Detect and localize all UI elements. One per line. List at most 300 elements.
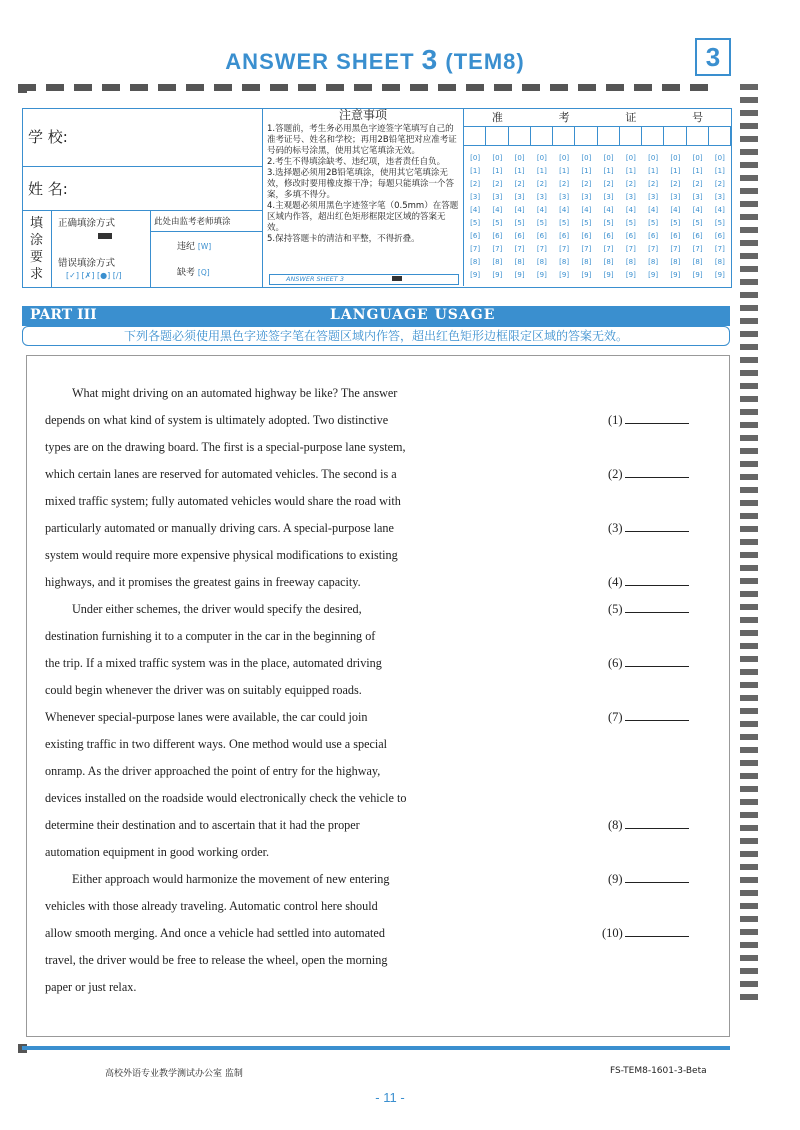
timing-mark [740,929,758,935]
exam-id-bubble[interactable]: [5] [470,219,481,227]
passage-line: Under either schemes, the driver would specify the desired, [72,602,362,616]
passage-line: travel, the driver would be free to release the wheel, open the morning [45,953,388,967]
exam-id-bubble[interactable]: [1] [670,167,681,175]
footer-rule [22,1046,730,1050]
proctor-label: 此处由监考老师填涂 [151,211,263,232]
fill-requirements [22,210,263,287]
timing-mark [740,253,758,259]
timing-mark [740,240,758,246]
exam-id-bubble[interactable]: [3] [514,193,525,201]
timing-mark [740,630,758,636]
timing-mark [740,981,758,987]
exam-id-bubble[interactable]: [8] [559,258,570,266]
exam-id-heading-char: 准 [491,111,503,124]
timing-mark [740,851,758,857]
timing-mark [740,552,758,558]
exam-id-bubble[interactable]: [9] [603,271,614,279]
exam-id-bubble[interactable]: [0] [648,154,659,162]
exam-id-bubble[interactable]: [7] [514,245,525,253]
sheet-title-number: 3 [421,44,439,75]
exam-id-write-box[interactable] [553,126,575,146]
exam-id-bubble[interactable]: [9] [581,271,592,279]
exam-id-bubble[interactable]: [2] [714,180,725,188]
answer-number: (10) [602,926,623,940]
exam-id-bubble[interactable]: [4] [648,206,659,214]
footer-code: FS-TEM8-1601-3-Beta [610,1066,707,1076]
exam-id-bubble[interactable]: [6] [470,232,481,240]
exam-id-write-box[interactable] [687,126,709,146]
timing-mark [740,721,758,727]
exam-id-bubble[interactable]: [9] [559,271,570,279]
passage-line: allow smooth merging. And once a vehicle had settled into automated [45,926,385,940]
exam-id-bubble[interactable]: [5] [559,219,570,227]
correct-fill-sample [98,233,112,239]
answer-line[interactable] [625,828,689,829]
exam-id-bubble[interactable]: [2] [581,180,592,188]
exam-id-heading-char: 证 [625,111,637,124]
exam-id-write-box[interactable] [531,126,553,146]
timing-mark [740,747,758,753]
violation-option[interactable] [177,239,211,252]
timing-mark [740,162,758,168]
exam-id-bubble[interactable]: [8] [670,258,681,266]
exam-id-bubble[interactable]: [7] [581,245,592,253]
timing-mark [740,773,758,779]
timing-mark [740,188,758,194]
exam-id-bubble[interactable]: [6] [714,232,725,240]
answer-number: (3) [608,521,623,535]
answer-blank[interactable] [608,872,689,887]
answer-blank[interactable] [608,656,689,671]
exam-id-bubble[interactable]: [8] [581,258,592,266]
exam-id-bubble[interactable]: [2] [492,180,503,188]
timing-mark [740,305,758,311]
exam-id-bubble[interactable]: [1] [714,167,725,175]
exam-id-bubble[interactable]: [9] [470,271,481,279]
exam-id-bubble[interactable]: [1] [536,167,547,175]
exam-id-bubble[interactable]: [0] [670,154,681,162]
timing-mark [740,669,758,675]
timing-mark [740,539,758,545]
timing-mark [740,812,758,818]
exam-id-bubble[interactable]: [9] [692,271,703,279]
exam-id-bubble[interactable]: [2] [692,180,703,188]
answer-line[interactable] [625,585,689,586]
timing-mark [740,734,758,740]
timing-mark [740,591,758,597]
timing-mark [740,279,758,285]
exam-id-bubble[interactable]: [3] [536,193,547,201]
answer-number: (7) [608,710,623,724]
timing-mark [740,292,758,298]
exam-id-write-box[interactable] [486,126,508,146]
exam-id-bubble[interactable]: [5] [514,219,525,227]
timing-mark [740,110,758,116]
exam-id-bubble[interactable]: [6] [514,232,525,240]
exam-id-bubble[interactable]: [6] [625,232,636,240]
timing-mark [740,123,758,129]
exam-id-bubble[interactable]: [3] [470,193,481,201]
timing-mark [740,227,758,233]
passage-line: vehicles with those already traveling. Automatic control here should [45,899,378,913]
answer-number: (6) [608,656,623,670]
exam-id-bubble[interactable]: [8] [648,258,659,266]
exam-id-write-box[interactable] [509,126,531,146]
answer-line[interactable] [625,531,689,532]
exam-id-bubble[interactable]: [2] [514,180,525,188]
exam-id-bubble[interactable]: [4] [581,206,592,214]
exam-id-bubble[interactable]: [2] [559,180,570,188]
answer-number: (1) [608,413,623,427]
timing-mark [740,565,758,571]
absent-option[interactable] [177,265,210,278]
exam-id-bubble[interactable]: [7] [648,245,659,253]
timing-mark [740,383,758,389]
answer-blank[interactable] [608,575,689,590]
timing-mark [740,799,758,805]
timing-mark [740,942,758,948]
exam-id-bubble[interactable]: [4] [470,206,481,214]
exam-id-heading-char: 考 [558,111,570,124]
answer-blank[interactable] [608,818,689,833]
sheet-title-text: ANSWER SHEET [225,49,415,74]
exam-id-bubble[interactable]: [5] [648,219,659,227]
exam-id-bubble[interactable]: [0] [536,154,547,162]
answer-blank[interactable] [608,467,689,482]
exam-id-bubble[interactable]: [3] [670,193,681,201]
exam-id-write-box[interactable] [464,126,486,146]
exam-id-bubble[interactable]: [3] [603,193,614,201]
answer-blank[interactable] [608,602,689,617]
timing-mark [740,331,758,337]
timing-mark [740,617,758,623]
exam-id-bubble[interactable]: [1] [625,167,636,175]
passage-line: onramp. As the driver approached the point of entry for the highway, [45,764,381,778]
exam-id-bubble[interactable]: [3] [714,193,725,201]
timing-mark [740,461,758,467]
exam-id-bubble[interactable]: [4] [625,206,636,214]
school-field[interactable] [22,108,263,167]
timing-mark [740,643,758,649]
passage-line: types are on the drawing board. The first is a special-purpose lane system, [45,440,406,454]
sheet-tag [269,274,459,285]
sheet-number-box: 3 [695,38,731,76]
exam-id-bubble[interactable]: [8] [692,258,703,266]
exam-id-bubble[interactable]: [3] [581,193,592,201]
exam-id-bubble[interactable]: [1] [470,167,481,175]
exam-id-bubble[interactable]: [1] [603,167,614,175]
timing-mark [740,526,758,532]
exam-id-bubble[interactable]: [0] [470,154,481,162]
exam-id-heading [464,108,731,127]
note-item: 4.主观题必须用黑色字迹签字笔（0.5mm）在答题区域内作答，超出红色矩形框限定区域的答案无效。 [267,201,459,233]
sheet-tag-mark [392,276,402,281]
exam-id-bubble[interactable]: [0] [714,154,725,162]
exam-id-bubble[interactable]: [4] [670,206,681,214]
exam-id-bubble[interactable]: [4] [492,206,503,214]
exam-id-bubble[interactable]: [6] [581,232,592,240]
exam-id-bubble[interactable]: [5] [581,219,592,227]
timing-mark [740,422,758,428]
timing-mark [740,708,758,714]
exam-id-bubble[interactable]: [0] [625,154,636,162]
exam-id-bubble[interactable]: [7] [670,245,681,253]
name-field[interactable] [22,166,263,210]
exam-id-bubble[interactable]: [8] [714,258,725,266]
answer-number: (5) [608,602,623,616]
exam-id-bubble[interactable]: [2] [625,180,636,188]
timing-mark [740,890,758,896]
exam-id-bubble[interactable]: [9] [492,271,503,279]
exam-id-bubble[interactable]: [8] [603,258,614,266]
absent-bubble[interactable]: [Q] [197,268,210,277]
passage-line: What might driving on an automated highway be like? The answer [72,386,398,400]
passage-line: could begin whenever the driver was on suitably equipped roads. [45,683,362,697]
timing-mark [740,838,758,844]
timing-mark [740,578,758,584]
answer-line[interactable] [625,612,689,613]
note-item: 1.答题前，考生务必用黑色字迹签字笔填写自己的准考证号、姓名和学校；再用2B铅笔把对应准考证号码的标号涂黑，使用其它笔填涂无效。 [267,124,457,156]
exam-id-bubble[interactable]: [7] [603,245,614,253]
exam-id-bubble[interactable]: [2] [670,180,681,188]
absent-label: 缺考 [177,268,196,278]
answer-number: (4) [608,575,623,589]
violation-bubble[interactable]: [W] [197,242,212,251]
exam-id-write-box[interactable] [709,126,731,146]
exam-id-bubble[interactable]: [8] [625,258,636,266]
timing-mark [740,370,758,376]
name-label: 姓 名: [28,180,68,198]
timing-mark [740,500,758,506]
exam-id-bubble[interactable]: [5] [692,219,703,227]
exam-id-bubble[interactable]: [5] [492,219,503,227]
answer-line[interactable] [625,666,689,667]
timing-mark [740,344,758,350]
answer-line[interactable] [625,882,689,883]
exam-id-bubble[interactable]: [6] [536,232,547,240]
exam-id-bubble[interactable]: [8] [536,258,547,266]
timing-mark [740,448,758,454]
exam-id-bubble[interactable]: [2] [603,180,614,188]
exam-id-bubble[interactable]: [5] [625,219,636,227]
exam-id-bubble[interactable]: [9] [514,271,525,279]
exam-id-bubble[interactable]: [7] [536,245,547,253]
exam-id-bubble[interactable]: [6] [648,232,659,240]
passage-line: determine their destination and to ascertain that it had the proper [45,818,360,832]
timing-mark [740,695,758,701]
timing-mark [740,513,758,519]
exam-id-write-box[interactable] [598,126,620,146]
exam-id-bubble[interactable]: [7] [625,245,636,253]
wrong-fill-samples: [✓] [✗] [●] [∕] [66,271,122,280]
exam-id-bubble[interactable]: [0] [492,154,503,162]
answer-number: (2) [608,467,623,481]
timing-mark [740,201,758,207]
exam-id-write-box[interactable] [620,126,642,146]
timing-mark [740,864,758,870]
exam-id-bubble[interactable]: [8] [514,258,525,266]
timing-mark [740,396,758,402]
exam-id-heading-char: 号 [692,111,704,124]
exam-id-bubble[interactable]: [9] [625,271,636,279]
exam-id-bubble[interactable]: [8] [492,258,503,266]
timing-mark [740,318,758,324]
proctor-box [150,211,263,287]
timing-mark [740,214,758,220]
exam-id-bubble[interactable]: [0] [692,154,703,162]
violation-label: 违纪 [177,242,196,252]
timing-mark [740,955,758,961]
fill-title-char: 求 [29,267,43,282]
exam-id-bubble[interactable]: [1] [692,167,703,175]
exam-id-write-box[interactable] [664,126,686,146]
timing-mark [740,656,758,662]
exam-id-bubble[interactable]: [1] [559,167,570,175]
timing-mark [740,968,758,974]
timing-mark [740,760,758,766]
exam-id-bubble[interactable]: [7] [714,245,725,253]
exam-id-bubble[interactable]: [0] [514,154,525,162]
passage-line: devices installed on the roadside would electronically check the vehicle to [45,791,407,805]
exam-id-bubble[interactable]: [9] [648,271,659,279]
answer-blank[interactable] [608,710,689,725]
passage-line: highways, and it promises the greatest gains in freeway capacity. [45,575,361,589]
exam-id-bubble[interactable]: [3] [692,193,703,201]
answer-line[interactable] [625,423,689,424]
exam-id-bubble[interactable]: [9] [714,271,725,279]
timing-mark [18,84,27,93]
passage-line: the trip. If a mixed traffic system was in the place, automated driving [45,656,382,670]
top-timing-marks [18,84,718,91]
exam-id-bubble[interactable]: [4] [559,206,570,214]
exam-id-bubble[interactable]: [7] [559,245,570,253]
passage-line: Either approach would harmonize the movement of new entering [72,872,390,886]
timing-mark [740,604,758,610]
footer-issuer: 高校外语专业教学测试办公室 监制 [105,1069,243,1079]
exam-id-bubble[interactable]: [6] [492,232,503,240]
answer-line[interactable] [625,936,689,937]
exam-id-bubble[interactable]: [4] [714,206,725,214]
timing-mark [740,409,758,415]
timing-mark [740,175,758,181]
timing-mark [740,994,758,1000]
answer-line[interactable] [625,720,689,721]
answer-blank[interactable] [608,521,689,536]
exam-id-bubble[interactable]: [0] [581,154,592,162]
sheet-tag-text: ANSWER SHEET 3 [286,275,344,283]
timing-mark [740,474,758,480]
exam-id-bubble[interactable]: [7] [492,245,503,253]
wrong-fill-label: 错误填涂方式 [58,258,116,269]
exam-id-bubble[interactable]: [6] [670,232,681,240]
exam-id-bubble[interactable]: [3] [559,193,570,201]
fill-title-char: 填 [29,216,43,231]
exam-id-bubble[interactable]: [1] [514,167,525,175]
timing-mark [740,877,758,883]
exam-id-bubble[interactable]: [3] [625,193,636,201]
exam-id-bubble[interactable]: [4] [692,206,703,214]
exam-id-bubble[interactable]: [5] [603,219,614,227]
exam-id-bubble[interactable]: [2] [536,180,547,188]
exam-id-bubble[interactable]: [6] [559,232,570,240]
timing-mark [740,435,758,441]
answer-number: (9) [608,872,623,886]
exam-id-bubble[interactable]: [3] [648,193,659,201]
passage-line: particularly automated or manually driving cars. A special-purpose lane [45,521,394,535]
correct-fill-label: 正确填涂方式 [58,218,116,229]
passage-line: destination furnishing it to a computer in the car in the beginning of [45,629,376,643]
exam-id-bubble[interactable]: [4] [514,206,525,214]
exam-id-bubble[interactable]: [0] [603,154,614,162]
exam-id-bubble[interactable]: [1] [581,167,592,175]
timing-mark [740,487,758,493]
exam-id-bubble[interactable]: [5] [536,219,547,227]
note-item: 5.保持答题卡的清洁和平整，不得折叠。 [267,234,420,244]
right-timing-marks [740,84,758,1014]
timing-mark [740,682,758,688]
timing-mark [740,149,758,155]
exam-id-write-box[interactable] [575,126,597,146]
answer-blank[interactable] [602,926,689,941]
timing-mark [740,266,758,272]
exam-id-bubble[interactable]: [4] [603,206,614,214]
exam-id-bubble[interactable]: [9] [536,271,547,279]
part-label: PART III [30,307,97,323]
fill-title-char: 涂 [29,233,43,248]
timing-mark [740,357,758,363]
passage-line: mixed traffic system; fully automated vehicles would share the road with [45,494,401,508]
answer-line[interactable] [625,477,689,478]
timing-mark [740,916,758,922]
exam-id-bubble[interactable]: [5] [714,219,725,227]
exam-id-bubble[interactable]: [9] [670,271,681,279]
exam-id-bubble[interactable]: [4] [536,206,547,214]
timing-mark [740,84,758,90]
exam-id-bubble[interactable]: [6] [603,232,614,240]
note-item: 2.考生不得填涂缺考、违纪项，违者责任自负。 [267,157,446,167]
passage-line: system would require more expensive physical modifications to existing [45,548,398,562]
passage-line: existing traffic in two different ways. One method would use a special [45,737,388,751]
exam-id-bubble[interactable]: [5] [670,219,681,227]
exam-id-bubble[interactable]: [2] [470,180,481,188]
part-name: LANGUAGE USAGE [330,307,496,323]
exam-id-bubble[interactable]: [0] [559,154,570,162]
notes-list [263,124,463,245]
school-label: 学 校: [28,128,68,146]
fill-title [22,211,52,287]
exam-id-write-box[interactable] [642,126,664,146]
exam-id-grid [463,108,731,286]
passage-line: automation equipment in good working order. [45,845,270,859]
exam-id-bubble[interactable]: [2] [648,180,659,188]
timing-mark [740,903,758,909]
answer-blank[interactable] [608,413,689,428]
exam-id-bubble[interactable]: [3] [492,193,503,201]
page-number: - 11 - [375,1090,405,1105]
exam-id-bubble[interactable]: [7] [692,245,703,253]
exam-id-bubble[interactable]: [1] [492,167,503,175]
fill-title-char: 要 [29,250,43,265]
passage-line: which certain lanes are reserved for automated vehicles. The second is a [45,467,397,481]
exam-id-bubble[interactable]: [7] [470,245,481,253]
exam-id-bubble[interactable]: [8] [470,258,481,266]
timing-mark [740,97,758,103]
notes-panel [263,108,463,286]
exam-id-bubble[interactable]: [6] [692,232,703,240]
exam-id-bubble[interactable]: [1] [648,167,659,175]
timing-mark [740,136,758,142]
answer-number: (8) [608,818,623,832]
